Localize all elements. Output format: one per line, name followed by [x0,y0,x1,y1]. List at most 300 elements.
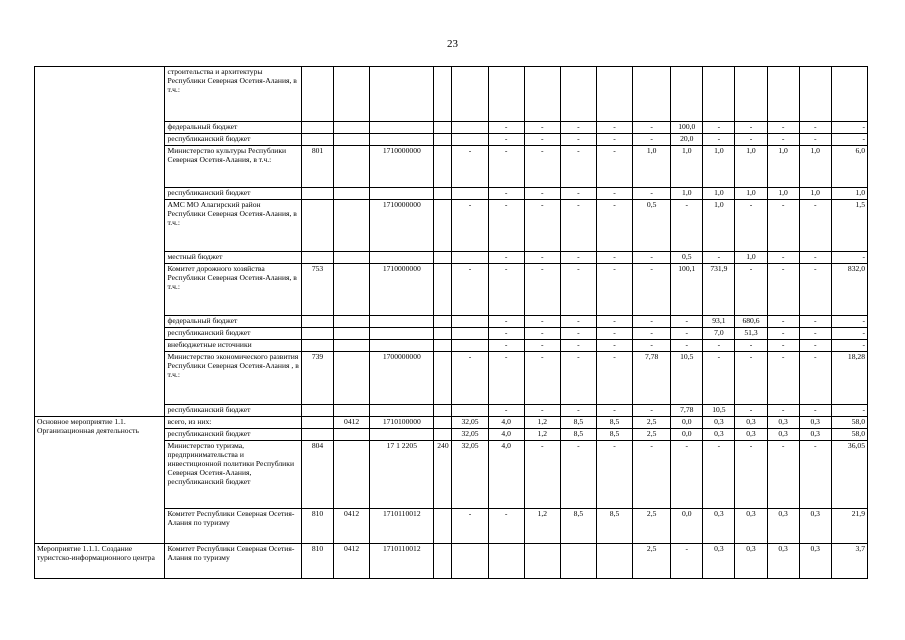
expense-type-cell [434,544,452,579]
year-value-cell: 8,5 [596,417,632,429]
year-value-cell: 8,5 [560,429,596,441]
year-value-cell: - [560,316,596,328]
measure-name-cell [35,67,165,417]
year-value-cell: 1,0 [671,188,703,200]
year-value-cell: - [767,328,799,340]
year-value-cell [452,252,488,264]
year-value-cell: - [524,252,560,264]
total-cell: - [831,316,867,328]
year-value-cell: - [767,252,799,264]
year-value-cell: - [799,352,831,405]
code-cell: 0412 [334,544,370,579]
expense-type-cell [434,134,452,146]
year-value-cell: - [633,405,671,417]
year-value-cell: - [735,340,767,352]
total-cell: 3,7 [831,544,867,579]
year-value-cell: - [735,441,767,509]
executor-cell: Комитет Республики Северная Осетия-Алания по туризму [165,509,301,544]
expense-type-cell [434,352,452,405]
year-value-cell: - [560,134,596,146]
year-value-cell: 32,05 [452,429,488,441]
year-value-cell: - [560,328,596,340]
year-value-cell: - [524,340,560,352]
year-value-cell: 0,3 [799,544,831,579]
expense-type-cell [434,340,452,352]
executor-cell: федеральный бюджет [165,122,301,134]
expense-type-cell [434,417,452,429]
year-value-cell: - [703,252,735,264]
year-value-cell: 0,3 [799,509,831,544]
executor-cell: Министерство экономического развития Республики Северная Осетия-Алания , в т.ч.: [165,352,301,405]
year-value-cell: 0,3 [735,429,767,441]
code-cell [370,67,434,122]
code-cell [301,122,333,134]
year-value-cell: - [488,405,524,417]
year-value-cell: 2,5 [633,417,671,429]
year-value-cell: - [524,316,560,328]
code-cell [334,264,370,316]
year-value-cell: - [767,134,799,146]
year-value-cell: - [560,352,596,405]
year-value-cell: - [633,134,671,146]
year-value-cell: - [735,352,767,405]
year-value-cell: 680,6 [735,316,767,328]
code-cell: 810 [301,544,333,579]
code-cell: 739 [301,352,333,405]
year-value-cell: - [799,340,831,352]
total-cell: - [831,122,867,134]
expense-type-cell [434,316,452,328]
year-value-cell [452,134,488,146]
year-value-cell: - [735,134,767,146]
code-cell: 0412 [334,509,370,544]
year-value-cell: - [524,264,560,316]
table-row [35,544,868,579]
year-value-cell: 7,78 [671,405,703,417]
year-value-cell: - [488,134,524,146]
year-value-cell: 10,5 [703,405,735,417]
year-value-cell: 7,0 [703,328,735,340]
year-value-cell: 7,78 [633,352,671,405]
year-value-cell: - [703,340,735,352]
code-cell: 804 [301,441,333,509]
code-cell: 801 [301,146,333,188]
year-value-cell: - [488,328,524,340]
year-value-cell [596,67,632,122]
year-value-cell [452,316,488,328]
code-cell [301,328,333,340]
year-value-cell: 0,3 [799,429,831,441]
total-cell: 58,0 [831,429,867,441]
year-value-cell: 0,3 [767,429,799,441]
year-value-cell [488,544,524,579]
year-value-cell: 100,1 [671,264,703,316]
year-value-cell: - [560,340,596,352]
year-value-cell: 0,3 [735,417,767,429]
year-value-cell: - [452,200,488,252]
code-cell [334,67,370,122]
year-value-cell: 32,05 [452,417,488,429]
year-value-cell [767,67,799,122]
executor-cell: местный бюджет [165,252,301,264]
code-cell [301,340,333,352]
executor-cell: АМС МО Алагирский район Республики Северная Осетия-Алания, в т.ч.: [165,200,301,252]
year-value-cell: - [596,252,632,264]
code-cell [370,328,434,340]
year-value-cell: 8,5 [560,509,596,544]
code-cell [334,352,370,405]
year-value-cell: - [488,122,524,134]
year-value-cell [799,67,831,122]
year-value-cell: - [703,352,735,405]
year-value-cell: 1,0 [735,188,767,200]
year-value-cell: - [633,340,671,352]
code-cell: 0412 [334,417,370,429]
code-cell [334,405,370,417]
year-value-cell [524,67,560,122]
code-cell: 1710110012 [370,544,434,579]
year-value-cell [633,67,671,122]
code-cell: 753 [301,264,333,316]
year-value-cell: 1,0 [703,146,735,188]
year-value-cell: - [799,328,831,340]
code-cell [334,134,370,146]
code-cell: 1710000000 [370,264,434,316]
executor-cell: республиканский бюджет [165,134,301,146]
year-value-cell: - [596,441,632,509]
year-value-cell: - [799,441,831,509]
total-cell: - [831,405,867,417]
year-value-cell: 4,0 [488,441,524,509]
executor-cell: республиканский бюджет [165,405,301,417]
year-value-cell: - [767,441,799,509]
code-cell [334,340,370,352]
year-value-cell: 0,3 [703,509,735,544]
year-value-cell: 0,3 [735,544,767,579]
expense-type-cell [434,122,452,134]
code-cell [301,405,333,417]
year-value-cell [596,544,632,579]
total-cell: 6,0 [831,146,867,188]
year-value-cell: - [596,316,632,328]
year-value-cell: - [596,122,632,134]
year-value-cell: - [596,146,632,188]
year-value-cell [488,67,524,122]
year-value-cell: - [633,252,671,264]
code-cell [334,429,370,441]
year-value-cell: 8,5 [596,429,632,441]
year-value-cell: 0,0 [671,429,703,441]
code-cell [301,417,333,429]
year-value-cell: - [488,340,524,352]
expense-type-cell [434,188,452,200]
year-value-cell: - [767,340,799,352]
code-cell [370,405,434,417]
year-value-cell [703,67,735,122]
year-value-cell: - [767,316,799,328]
year-value-cell: 731,9 [703,264,735,316]
year-value-cell [671,67,703,122]
year-value-cell [452,328,488,340]
year-value-cell: - [799,122,831,134]
code-cell [334,441,370,509]
year-value-cell: - [560,146,596,188]
total-cell: 21,9 [831,509,867,544]
year-value-cell: - [560,200,596,252]
year-value-cell: - [488,352,524,405]
executor-cell: Министерство туризма, предпринимательства и инвестиционной политики Республики Северная Осетия-Алания, республиканский бюджет [165,441,301,509]
year-value-cell: - [735,405,767,417]
code-cell [370,188,434,200]
year-value-cell: - [524,441,560,509]
code-cell [301,134,333,146]
code-cell: 1710110012 [370,509,434,544]
year-value-cell: 1,0 [735,252,767,264]
code-cell [334,188,370,200]
year-value-cell: - [799,405,831,417]
total-cell: - [831,340,867,352]
expense-type-cell [434,264,452,316]
year-value-cell: - [799,316,831,328]
code-cell: 17 1 2205 [370,441,434,509]
year-value-cell: - [524,122,560,134]
year-value-cell: - [452,264,488,316]
year-value-cell: 0,3 [767,417,799,429]
year-value-cell: 1,0 [799,146,831,188]
year-value-cell [452,544,488,579]
executor-cell: Министерство культуры Республики Северная Осетия-Алания, в т.ч.: [165,146,301,188]
code-cell [370,429,434,441]
year-value-cell: - [452,146,488,188]
code-cell [334,122,370,134]
page-number: 23 [447,38,458,50]
year-value-cell: 1,2 [524,509,560,544]
year-value-cell: - [560,188,596,200]
year-value-cell: - [799,264,831,316]
code-cell: 1710000000 [370,200,434,252]
executor-cell: республиканский бюджет [165,188,301,200]
executor-cell: республиканский бюджет [165,429,301,441]
year-value-cell [524,544,560,579]
year-value-cell: - [703,122,735,134]
code-cell [370,316,434,328]
total-cell [831,67,867,122]
code-cell [301,200,333,252]
year-value-cell: 1,0 [633,146,671,188]
year-value-cell: 0,3 [703,544,735,579]
budget-table [34,66,868,579]
year-value-cell: - [596,352,632,405]
total-cell: - [831,134,867,146]
year-value-cell: 0,3 [767,509,799,544]
code-cell [301,429,333,441]
year-value-cell: - [488,316,524,328]
year-value-cell: 93,1 [703,316,735,328]
year-value-cell [452,188,488,200]
expense-type-cell [434,200,452,252]
year-value-cell: - [671,200,703,252]
code-cell [334,328,370,340]
year-value-cell: - [633,188,671,200]
year-value-cell: - [596,264,632,316]
expense-type-cell [434,67,452,122]
table-row [35,67,868,122]
year-value-cell: 1,2 [524,429,560,441]
year-value-cell: 1,0 [767,146,799,188]
year-value-cell: - [596,134,632,146]
code-cell [334,200,370,252]
year-value-cell: 2,5 [633,509,671,544]
total-cell: 832,0 [831,264,867,316]
year-value-cell [560,544,596,579]
code-cell [301,67,333,122]
year-value-cell: - [671,316,703,328]
year-value-cell: - [524,352,560,405]
code-cell [334,316,370,328]
year-value-cell: - [524,134,560,146]
year-value-cell: 0,0 [671,509,703,544]
total-cell: - [831,328,867,340]
year-value-cell: - [488,264,524,316]
year-value-cell: 1,0 [799,188,831,200]
code-cell [301,316,333,328]
year-value-cell: 8,5 [560,417,596,429]
year-value-cell: 1,0 [735,146,767,188]
total-cell: 1,5 [831,200,867,252]
year-value-cell: 1,0 [703,200,735,252]
year-value-cell: 1,0 [671,146,703,188]
year-value-cell: - [767,264,799,316]
expense-type-cell [434,429,452,441]
code-cell [370,122,434,134]
year-value-cell: 10,5 [671,352,703,405]
year-value-cell [452,122,488,134]
year-value-cell: 2,5 [633,544,671,579]
year-value-cell: 0,5 [671,252,703,264]
year-value-cell: - [560,252,596,264]
year-value-cell: 1,0 [703,188,735,200]
year-value-cell [452,405,488,417]
executor-cell: федеральный бюджет [165,316,301,328]
executor-cell: Комитет Республики Северная Осетия-Алания по туризму [165,544,301,579]
year-value-cell: 8,5 [596,509,632,544]
year-value-cell: - [596,340,632,352]
year-value-cell [560,67,596,122]
total-cell: 36,05 [831,441,867,509]
year-value-cell: - [633,264,671,316]
year-value-cell: 32,05 [452,441,488,509]
year-value-cell: - [524,188,560,200]
code-cell: 1710000000 [370,146,434,188]
code-cell [370,134,434,146]
year-value-cell: - [767,122,799,134]
expense-type-cell [434,509,452,544]
year-value-cell: 1,2 [524,417,560,429]
year-value-cell: - [767,352,799,405]
year-value-cell: - [735,122,767,134]
year-value-cell: - [671,340,703,352]
year-value-cell: 20,0 [671,134,703,146]
year-value-cell: - [735,200,767,252]
year-value-cell: - [671,544,703,579]
total-cell: 18,28 [831,352,867,405]
total-cell: - [831,252,867,264]
year-value-cell: - [767,200,799,252]
year-value-cell: 0,3 [735,509,767,544]
total-cell: 58,0 [831,417,867,429]
year-value-cell: - [671,328,703,340]
table-row [35,417,868,429]
year-value-cell: - [633,328,671,340]
measure-name-cell: Мероприятие 1.1.1. Создание туристско-информационного центра [35,544,165,579]
year-value-cell: - [560,122,596,134]
year-value-cell: 0,5 [633,200,671,252]
year-value-cell: - [671,441,703,509]
expense-type-cell [434,146,452,188]
year-value-cell: - [488,146,524,188]
code-cell [334,252,370,264]
code-cell [334,146,370,188]
year-value-cell: 1,0 [767,188,799,200]
year-value-cell: - [703,441,735,509]
year-value-cell: - [703,134,735,146]
year-value-cell: - [560,264,596,316]
year-value-cell: - [452,352,488,405]
executor-cell: внебюджетные источники [165,340,301,352]
year-value-cell: 2,5 [633,429,671,441]
code-cell: 810 [301,509,333,544]
year-value-cell: - [596,328,632,340]
executor-cell: Комитет дорожного хозяйства Республики Северная Осетия-Алания, в т.ч.: [165,264,301,316]
year-value-cell: 0,3 [799,417,831,429]
year-value-cell [735,67,767,122]
executor-cell: строительства и архитектуры Республики Северная Осетия-Алания, в т.ч.: [165,67,301,122]
code-cell: 1710100000 [370,417,434,429]
year-value-cell: - [524,405,560,417]
year-value-cell: - [524,200,560,252]
year-value-cell: - [596,188,632,200]
year-value-cell [452,67,488,122]
year-value-cell: 4,0 [488,417,524,429]
expense-type-cell: 240 [434,441,452,509]
year-value-cell: - [596,200,632,252]
year-value-cell: - [560,405,596,417]
code-cell [301,252,333,264]
total-cell: 1,0 [831,188,867,200]
year-value-cell: - [799,252,831,264]
year-value-cell: - [560,441,596,509]
year-value-cell: - [799,134,831,146]
code-cell [370,252,434,264]
year-value-cell: - [799,200,831,252]
year-value-cell [452,340,488,352]
year-value-cell: - [488,200,524,252]
year-value-cell: - [524,146,560,188]
year-value-cell: - [767,405,799,417]
code-cell: 1700000000 [370,352,434,405]
executor-cell: всего, из них: [165,417,301,429]
code-cell [301,188,333,200]
expense-type-cell [434,405,452,417]
year-value-cell: 0,3 [703,417,735,429]
year-value-cell: - [735,264,767,316]
year-value-cell: - [596,405,632,417]
year-value-cell: 100,0 [671,122,703,134]
year-value-cell: - [488,509,524,544]
year-value-cell: 0,0 [671,417,703,429]
year-value-cell: - [524,328,560,340]
year-value-cell: - [633,441,671,509]
